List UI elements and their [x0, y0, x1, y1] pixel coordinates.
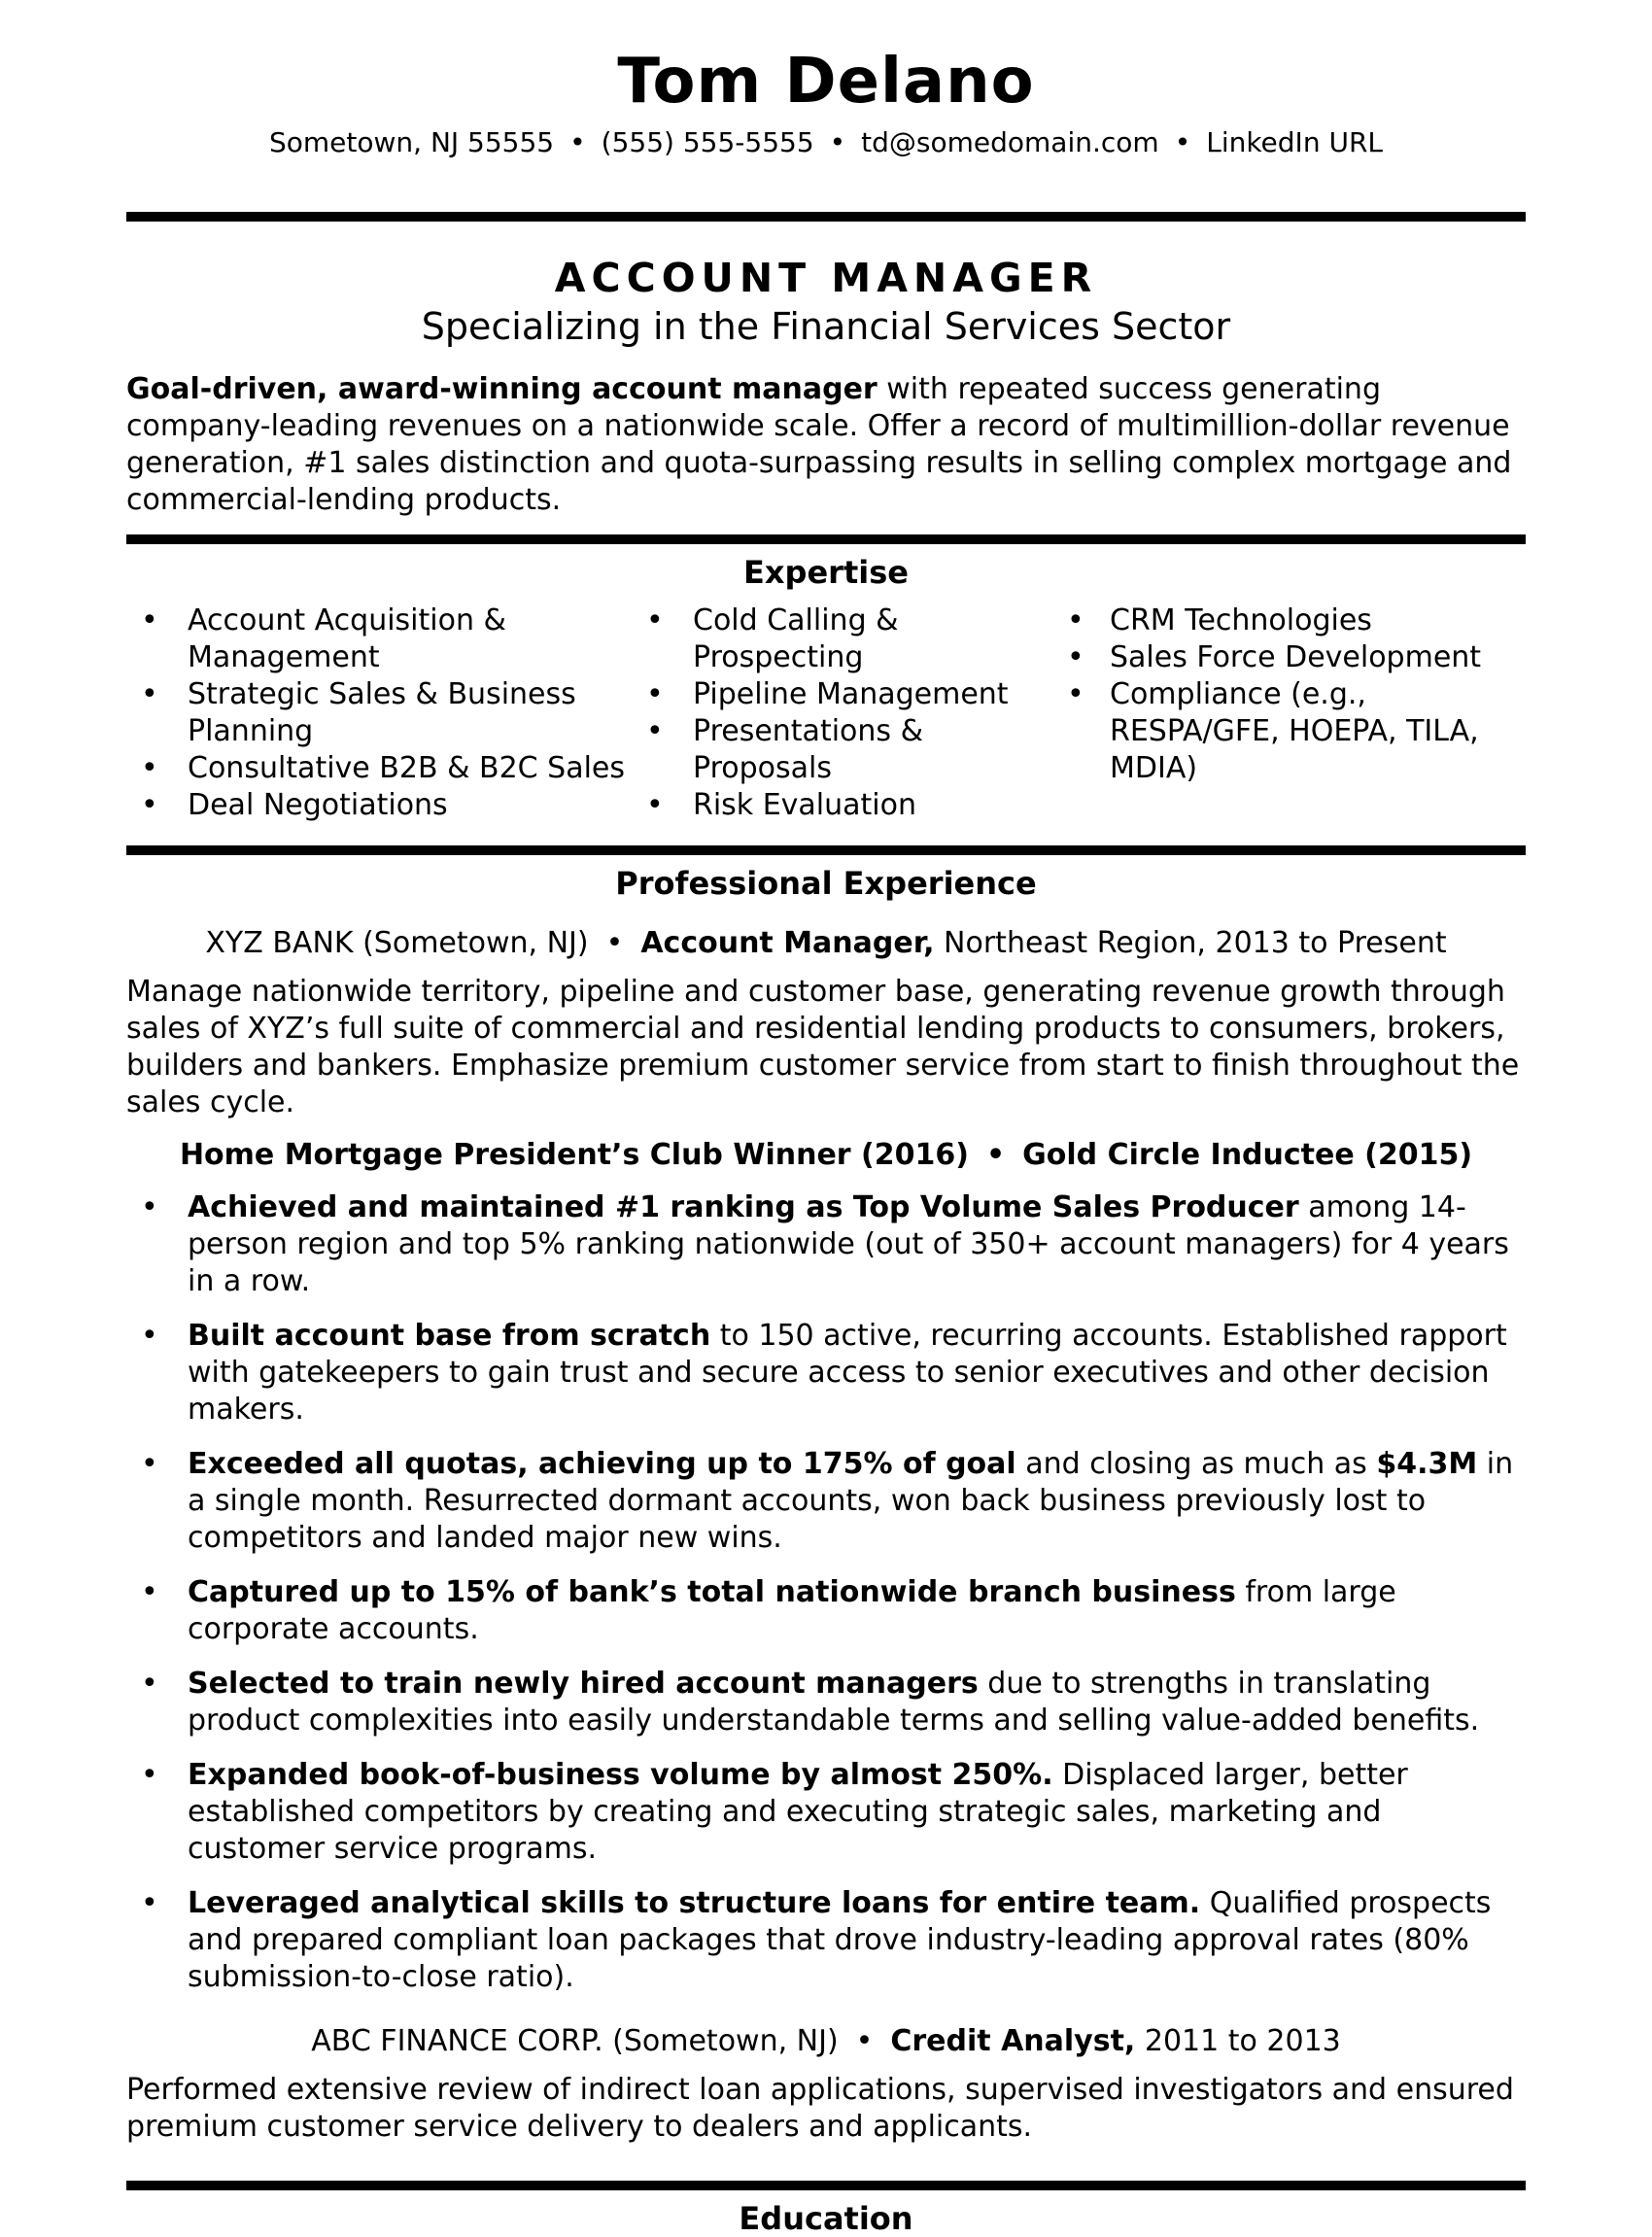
company-name: ABC FINANCE CORP. (Sometown, NJ): [311, 2024, 839, 2059]
achievement-text: in a single month. Resurrected dormant accounts, won back business previously lost to competitors and landed major new wins.: [188, 1447, 1514, 1556]
bullet-marker: •: [646, 788, 664, 823]
divider-rule: [126, 845, 1526, 855]
contact-item: LinkedIn URL: [1206, 126, 1384, 158]
bullet-marker: •: [141, 1447, 158, 1482]
expertise-item-label: Risk Evaluation: [693, 788, 917, 823]
job-dates: 2011 to 2013: [1135, 2024, 1341, 2059]
achievement-text: and closing as much as: [1015, 1447, 1377, 1482]
award-second: Gold Circle Inductee (2015): [1022, 1138, 1473, 1173]
expertise-grid: [126, 602, 1526, 824]
summary-lead: Goal-driven, award-winning account manager: [126, 372, 878, 407]
achievement-list: [126, 1189, 1526, 1996]
contact-item: (555) 555-5555: [601, 126, 814, 158]
bullet-marker: •: [141, 1190, 158, 1225]
achievement-text: Leveraged analytical skills to structure loans for entire team.: [188, 1886, 1201, 1921]
separator-dot: •: [985, 1138, 1006, 1173]
achievement-item: [126, 1189, 1526, 1300]
expertise-item: [1059, 602, 1526, 639]
bullet-marker: •: [1067, 640, 1084, 675]
achievement-text: to 150 active, recurring accounts. Established rapport with gatekeepers to gain trust and secure access to senior executives and other decision makers.: [188, 1319, 1507, 1428]
bullet-marker: •: [141, 603, 158, 638]
bullet-marker: •: [141, 751, 158, 786]
achievement-text: Qualified prospects and prepared compliant loan packages that drove industry-leading approval rates (80% submission-to-close ratio).: [188, 1886, 1492, 1995]
awards-line: [126, 1137, 1526, 1174]
job-dates: Northeast Region, 2013 to Present: [934, 926, 1447, 961]
award-first: Home Mortgage President’s Club Winner (2016): [179, 1138, 969, 1173]
role-subtitle: Specializing in the Financial Services Sector: [421, 304, 1231, 348]
divider-rule: [126, 534, 1526, 544]
achievement-text: from large corporate accounts.: [188, 1575, 1396, 1647]
bullet-marker: •: [141, 1758, 158, 1793]
expertise-item-label: Account Acquisition & Management: [188, 603, 506, 675]
section-heading-expertise: Expertise: [743, 554, 909, 592]
contact-item: td@somedomain.com: [861, 126, 1159, 158]
expertise-item-label: Deal Negotiations: [188, 788, 448, 823]
bullet-marker: •: [141, 1667, 158, 1702]
expertise-item-label: Compliance (e.g., RESPA/GFE, HOEPA, TILA, MDIA): [1110, 677, 1479, 786]
section-heading-education: Education: [739, 2200, 913, 2237]
expertise-item-label: Presentations & Proposals: [693, 714, 923, 786]
achievement-text: Captured up to 15% of bank’s total nationwide branch business: [188, 1575, 1236, 1610]
achievement-item: [126, 1757, 1526, 1868]
company-name: XYZ BANK (Sometown, NJ): [205, 926, 589, 961]
expertise-column: [632, 602, 1059, 824]
role-title: ACCOUNT MANAGER: [554, 254, 1098, 301]
expertise-item: [126, 750, 632, 787]
divider-rule: [126, 212, 1526, 222]
expertise-item-label: Pipeline Management: [693, 677, 1009, 712]
bullet-marker: •: [1067, 677, 1084, 712]
bullet-marker: •: [141, 788, 158, 823]
expertise-item-label: Strategic Sales & Business Planning: [188, 677, 576, 749]
achievement-text: Displaced larger, better established competitors by creating and executing strategic sales, marketing and customer service programs.: [188, 1758, 1408, 1867]
bullet-marker: •: [141, 677, 158, 712]
achievement-item: [126, 1446, 1526, 1557]
achievement-text: Expanded book-of-business volume by almost 250%.: [188, 1758, 1053, 1793]
name-heading: Tom Delano: [617, 46, 1035, 118]
separator-dot: •: [855, 2024, 874, 2059]
achievement-text: Built account base from scratch: [188, 1319, 711, 1354]
expertise-item-label: Consultative B2B & B2C Sales: [188, 751, 625, 786]
expertise-item: [632, 676, 1059, 713]
achievement-text: Selected to train newly hired account managers: [188, 1667, 979, 1702]
job-description: Performed extensive review of indirect loan applications, supervised investigators and ensured premium customer service delivery to dealers and applicants.: [126, 2073, 1514, 2145]
expertise-item: [632, 713, 1059, 787]
expertise-column: [126, 602, 632, 824]
contact-line: [126, 126, 1526, 159]
expertise-item-label: CRM Technologies: [1110, 603, 1372, 638]
expertise-item: [126, 676, 632, 750]
job-title: Account Manager,: [640, 926, 935, 961]
bullet-marker: •: [141, 1575, 158, 1610]
separator-dot: •: [829, 126, 846, 158]
achievement-text: $4.3M: [1376, 1447, 1478, 1482]
expertise-item: [126, 602, 632, 676]
achievement-text: among 14-person region and top 5% ranking nationwide (out of 350+ account managers) for 4 years in a row.: [188, 1190, 1509, 1299]
expertise-item: [1059, 639, 1526, 676]
expertise-item: [632, 602, 1059, 676]
expertise-item: [632, 787, 1059, 824]
bullet-marker: •: [1067, 603, 1084, 638]
separator-dot: •: [569, 126, 586, 158]
separator-dot: •: [1174, 126, 1191, 158]
bullet-marker: •: [141, 1886, 158, 1921]
achievement-item: [126, 1574, 1526, 1648]
bullet-marker: •: [646, 677, 664, 712]
expertise-item-label: Sales Force Development: [1110, 640, 1482, 675]
bullet-marker: •: [646, 603, 664, 638]
contact-item: Sometown, NJ 55555: [268, 126, 555, 158]
job-description: Manage nationwide territory, pipeline and customer base, generating revenue growth through sales of XYZ’s full suite of commercial and residential lending products to consumers, brokers, builders and bankers. Emphasize premium customer service from start to finish throughout the sales cycle.: [126, 975, 1520, 1120]
job-header: [126, 2023, 1526, 2060]
expertise-column: [1059, 602, 1526, 824]
expertise-item: [1059, 676, 1526, 787]
bullet-marker: •: [141, 1319, 158, 1354]
summary-paragraph: [126, 371, 1526, 519]
expertise-item-label: Cold Calling & Prospecting: [693, 603, 899, 675]
divider-rule: [126, 2181, 1526, 2190]
achievement-item: [126, 1666, 1526, 1739]
achievement-text: due to strengths in translating product complexities into easily understandable terms and selling value-added benefits.: [188, 1667, 1480, 1738]
achievement-text: Exceeded all quotas, achieving up to 175% of goal: [188, 1447, 1016, 1482]
achievement-item: [126, 1318, 1526, 1428]
job-header: [126, 925, 1526, 962]
bullet-marker: •: [646, 714, 664, 749]
expertise-item: [126, 787, 632, 824]
summary-rest: with repeated success generating company-leading revenues on a nationwide scale. Offer a record of multimillion-dollar revenue generation, #1 sales distinction and quota-surpassing results in selling complex mortgage and commercial-lending products.: [126, 372, 1512, 518]
section-heading-experience: Professional Experience: [615, 865, 1037, 903]
separator-dot: •: [605, 926, 624, 961]
achievement-text: Achieved and maintained #1 ranking as Top Volume Sales Producer: [188, 1190, 1299, 1225]
achievement-item: [126, 1885, 1526, 1996]
job-title: Credit Analyst,: [890, 2024, 1136, 2059]
